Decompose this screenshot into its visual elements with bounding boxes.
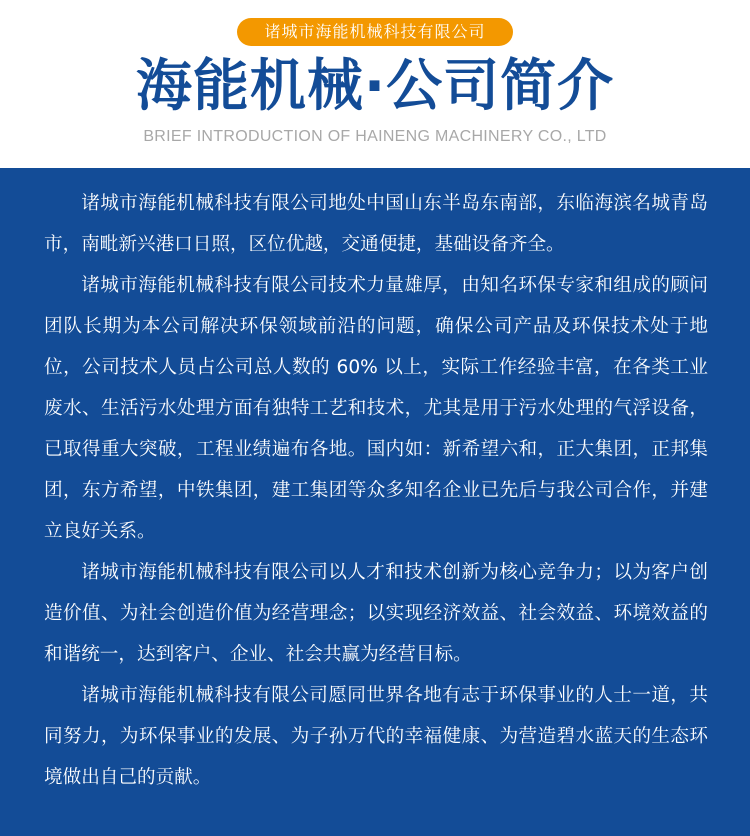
intro-paragraph-vision: 诸城市海能机械科技有限公司愿同世界各地有志于环保事业的人士一道，共同努力，为环保事业的发展、为子孙万代的幸福健康、为营造碧水蓝天的生态环境做出自己的贡献。 xyxy=(44,685,708,788)
page-subtitle: BRIEF INTRODUCTION OF HAINENG MACHINERY CO., LTD xyxy=(143,128,607,145)
company-badge: 诸城市海能机械科技有限公司 xyxy=(237,18,513,46)
page-title: 海能机械·公司简介 xyxy=(135,54,615,119)
intro-paragraph-philosophy: 诸城市海能机械科技有限公司以人才和技术创新为核心竞争力；以为客户创造价值、为社会创造价值为经营理念；以实现经济效益、社会效益、环境效益的和谐统一，达到客户、企业、社会共赢为经营目标。 xyxy=(44,562,708,665)
intro-content xyxy=(44,183,708,798)
intro-paragraph-technology: 诸城市海能机械科技有限公司技术力量雄厚，由知名环保专家和组成的顾问团队长期为本公司解决环保领域前沿的问题，确保公司产品及环保技术处于地位，公司技术人员占公司总人数的 60% 以上，实际工作经验丰富，在各类工业废水、生活污水处理方面有独特工艺和技术，尤其是用于污水处理的气浮设备，已取得重大突破，工程业绩遍布各地。国内如：新希望六和，正大集团，正邦集团，东方希望，中铁集团，建工集团等众多知名企业已先后与我公司合作，并建立良好关系。 xyxy=(44,275,708,542)
intro-paragraph-location: 诸城市海能机械科技有限公司地处中国山东半岛东南部，东临海滨名城青岛市，南毗新兴港口日照，区位优越，交通便捷，基础设备齐全。 xyxy=(44,193,708,255)
page-header xyxy=(0,0,750,168)
